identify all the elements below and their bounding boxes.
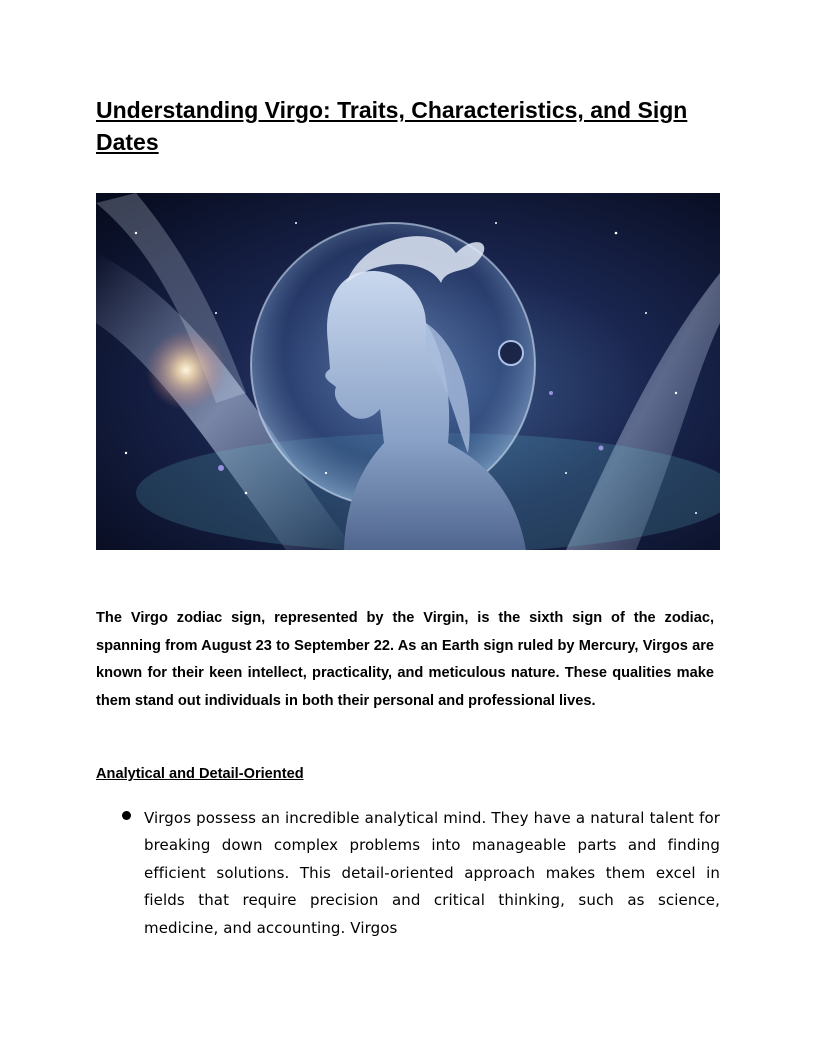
virgo-goddess-illustration-icon: [96, 193, 720, 550]
bullet-list: [96, 805, 720, 942]
section-heading: Analytical and Detail-Oriented: [96, 766, 304, 782]
bullet-text: Virgos possess an incredible analytical mind. They have a natural talent for breaking down complex problems into manageable parts and finding efficient solutions. This detail-oriented approach makes them excel in fields that require precision and critical thinking, such as science, medicine, and accounting. Virgos: [144, 809, 720, 937]
page-title: Understanding Virgo: Traits, Characteristics, and Sign Dates: [96, 97, 688, 155]
hero-image: [96, 193, 720, 550]
list-item: [96, 805, 720, 942]
bullet-icon: [122, 811, 131, 820]
intro-paragraph: The Virgo zodiac sign, represented by the Virgin, is the sixth sign of the zodiac, spanning from August 23 to September 22. As an Earth sign ruled by Mercury, Virgos are known for their keen intellect, practicality, and meticulous nature. These qualities make them stand out individuals in both their personal and professional lives.: [96, 610, 714, 709]
